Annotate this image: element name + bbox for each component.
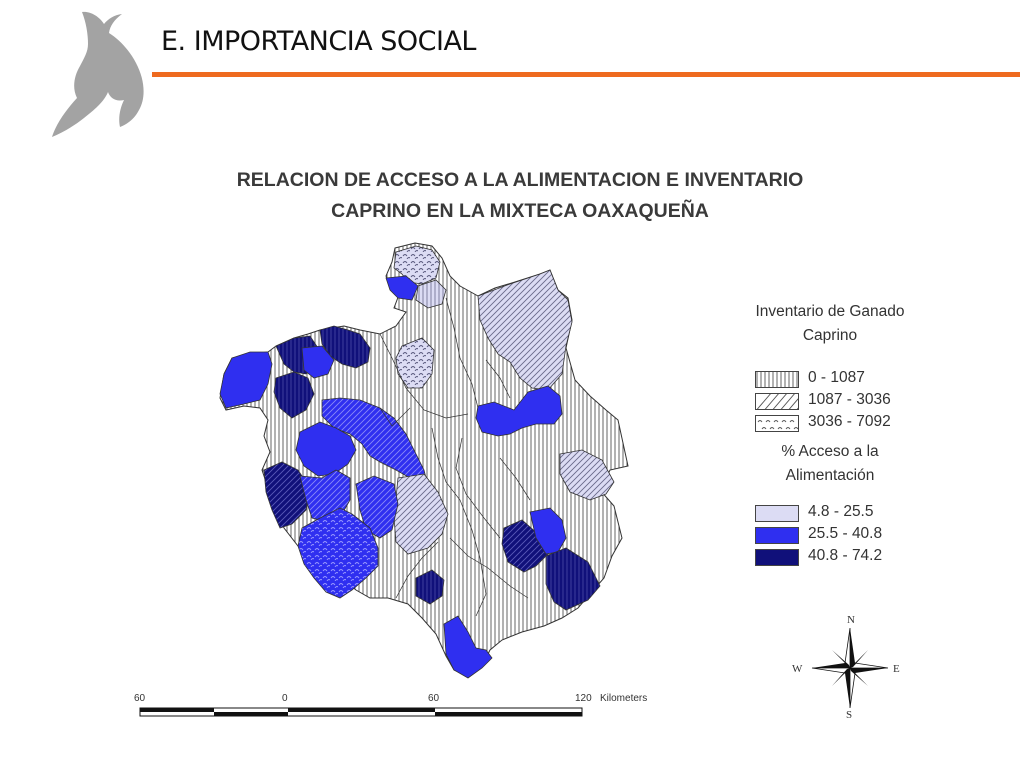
title-rule: [152, 72, 1020, 77]
compass-south-label: S: [846, 709, 853, 721]
access-legend-title-line-1: % Acceso a la: [781, 443, 879, 460]
access-swatch-mid: [755, 527, 799, 544]
dotted-arcs-swatch: [755, 415, 799, 432]
access-legend-title: [730, 440, 930, 488]
compass-rose-icon: [812, 628, 888, 708]
inventory-legend-item: [730, 390, 930, 412]
inventory-legend-item: [730, 368, 930, 390]
map-legend: [730, 300, 930, 568]
inventory-legend-label: 0 - 1087: [808, 369, 865, 386]
inventory-legend-item: [730, 412, 930, 434]
access-legend-item: [730, 524, 930, 546]
access-legend-label: 25.5 - 40.8: [808, 525, 883, 542]
access-legend-title-line-2: Alimentación: [785, 467, 875, 484]
slide-title: E. IMPORTANCIA SOCIAL: [161, 26, 476, 57]
scale-label-mid: 60: [428, 693, 440, 704]
diagonal-lines-swatch: [755, 393, 799, 410]
scale-label-left: 60: [134, 693, 146, 704]
map-title-line-1: RELACION DE ACCESO A LA ALIMENTACION E INVENTARIO: [236, 169, 804, 191]
inventory-legend-title-line-1: Inventario de Ganado: [755, 303, 905, 320]
scale-unit-label: Kilometers: [600, 693, 648, 704]
vertical-lines-swatch: [755, 371, 799, 388]
inventory-legend-label: 1087 - 3036: [808, 391, 891, 408]
slide-header: [0, 0, 1024, 140]
compass-north-label: N: [847, 614, 855, 626]
access-legend-item: [730, 546, 930, 568]
map-title: [170, 165, 870, 227]
compass-east-label: E: [893, 663, 900, 675]
inventory-legend-title-line-2: Caprino: [802, 327, 858, 344]
map-title-line-2: CAPRINO EN LA MIXTECA OAXAQUEÑA: [331, 200, 709, 222]
scale-bar: [120, 688, 680, 728]
goat-logo-icon: [44, 6, 154, 141]
access-legend-label: 40.8 - 74.2: [808, 547, 883, 564]
inventory-legend-title: [730, 300, 930, 348]
scale-bar-segments: [140, 708, 582, 716]
access-swatch-low: [755, 505, 799, 522]
north-arrow-compass: [780, 608, 930, 723]
access-legend-item: [730, 502, 930, 524]
access-legend-label: 4.8 - 25.5: [808, 503, 874, 520]
access-swatch-high: [755, 549, 799, 566]
compass-west-label: W: [792, 663, 803, 675]
scale-label-zero: 0: [282, 693, 288, 704]
inventory-legend-label: 3036 - 7092: [808, 413, 891, 430]
mixteca-map: [210, 238, 630, 683]
scale-label-right: 120: [575, 693, 592, 704]
